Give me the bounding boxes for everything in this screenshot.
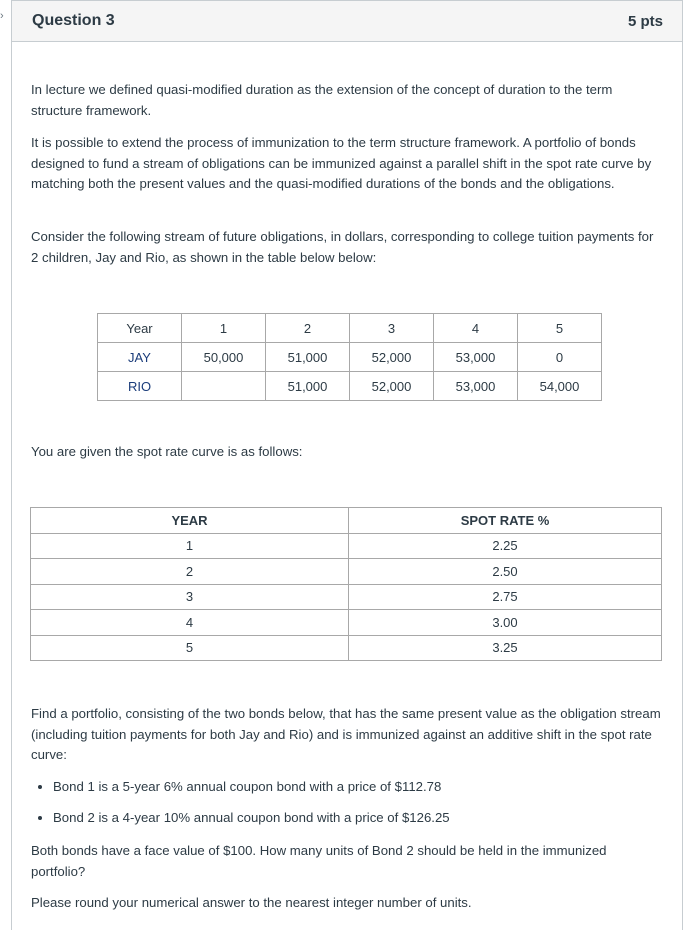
table-cell: 52,000 — [350, 343, 434, 372]
table-header-cell: YEAR — [31, 508, 349, 534]
paragraph-question: Both bonds have a face value of $100. How many units of Bond 2 should be held in the immunized portfolio? — [31, 843, 607, 879]
table-row — [31, 559, 662, 585]
paragraph-obligations: Consider the following stream of future obligations, in dollars, corresponding to college tuition payments for 2 children, Jay and Rio, as shown in the table below below: — [31, 229, 654, 265]
table-cell: 4 — [434, 314, 518, 343]
table-cell: 0 — [518, 343, 602, 372]
table-row — [31, 635, 662, 661]
table-cell: Year — [98, 314, 182, 343]
table-cell: 54,000 — [518, 372, 602, 401]
question-title: Question 3 — [32, 12, 115, 29]
table-cell: 2.75 — [349, 584, 662, 610]
table-cell: RIO — [98, 372, 182, 401]
table-cell: JAY — [98, 343, 182, 372]
table-cell: 2 — [31, 559, 349, 585]
bond-list — [31, 777, 673, 838]
list-item: • Bond 2 is a 4-year 10% annual coupon bond with a price of $126.25 — [53, 808, 673, 829]
table-cell: 53,000 — [434, 343, 518, 372]
table-cell: 5 — [31, 635, 349, 661]
table-cell: 4 — [31, 610, 349, 636]
table-cell: 51,000 — [266, 343, 350, 372]
table-cell: 51,000 — [266, 372, 350, 401]
table-cell: 3 — [350, 314, 434, 343]
table-row — [31, 508, 662, 534]
table-row — [98, 372, 602, 401]
paragraph-find-portfolio: Find a portfolio, consisting of the two bonds below, that has the same present value as the obligation stream (including tuition payments for both Jay and Rio) and is immunized against an additive shift in the spot rate curve: — [31, 706, 661, 762]
table-cell: 3.00 — [349, 610, 662, 636]
obligations-table — [97, 313, 602, 401]
paragraph-immunization: It is possible to extend the process of immunization to the term structure framework. A portfolio of bonds designed to fund a stream of obligations can be immunized against a parallel shift in the spot rate curve by matching both the present values and the quasi-modified durations of the bonds and the obligations. — [31, 135, 652, 191]
table-cell — [182, 372, 266, 401]
table-row — [98, 343, 602, 372]
question-card — [11, 0, 683, 930]
table-cell: 5 — [518, 314, 602, 343]
paragraph-intro: In lecture we defined quasi-modified duration as the extension of the concept of duration to the term structure framework. — [31, 82, 613, 118]
paragraph-rounding: Please round your numerical answer to the nearest integer number of units. — [31, 895, 472, 910]
table-cell: 2 — [266, 314, 350, 343]
table-cell: 3 — [31, 584, 349, 610]
question-points: 5 pts — [627, 12, 663, 30]
list-item: • Bond 1 is a 5-year 6% annual coupon bond with a price of $112.78 — [53, 777, 673, 798]
table-row — [31, 610, 662, 636]
question-header — [12, 1, 682, 42]
table-cell: 1 — [182, 314, 266, 343]
table-cell: 53,000 — [434, 372, 518, 401]
paragraph-spot-curve: You are given the spot rate curve is as follows: — [31, 444, 303, 459]
table-cell: 1 — [31, 533, 349, 559]
spot-rate-table — [30, 507, 662, 661]
table-row — [31, 533, 662, 559]
table-cell: 52,000 — [350, 372, 434, 401]
table-cell: 50,000 — [182, 343, 266, 372]
table-cell: 3.25 — [349, 635, 662, 661]
table-row — [31, 584, 662, 610]
table-row — [98, 314, 602, 343]
table-cell: 2.50 — [349, 559, 662, 585]
collapse-arrow-icon[interactable]: › — [0, 10, 4, 22]
table-header-cell: SPOT RATE % — [349, 508, 662, 534]
table-cell: 2.25 — [349, 533, 662, 559]
